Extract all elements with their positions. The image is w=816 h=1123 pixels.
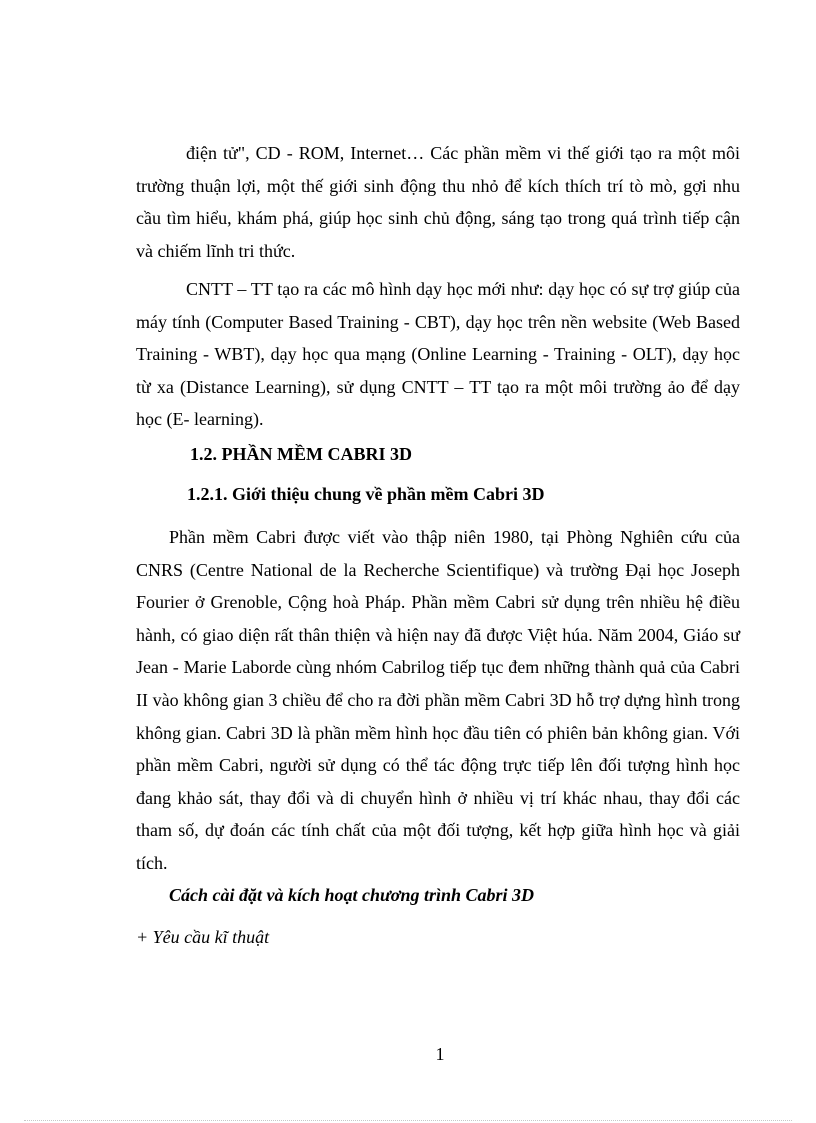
page-number: 1 [435,1044,445,1064]
installation-heading: Cách cài đặt và kích hoạt chương trình Cabri 3D [169,885,534,905]
requirements-item: + Yêu cầu kĩ thuật [136,927,270,947]
page-bottom-divider [24,1120,792,1121]
subsection-heading: 1.2.1. Giới thiệu chung về phần mềm Cabri 3D [187,484,545,504]
paragraph-software-environment: điện tử", CD - ROM, Internet… Các phần mềm vi thế giới tạo ra một môi trường thuận lợi, một thế giới sinh động thu nhỏ để kích thích trí tò mò, gợi nhu cầu tìm hiểu, khám phá, giúp học sinh chủ động, sáng tạo trong quá trình tiếp cận và chiếm lĩnh tri thức. [136,143,740,261]
paragraph-it-teaching-models: CNTT – TT tạo ra các mô hình dạy học mới như: dạy học có sự trợ giúp của máy tính (Computer Based Training - CBT), dạy học trên nền website (Web Based Training - WBT), dạy học qua mạng (Online Learning - Training - OLT), dạy học từ xa (Distance Learning), sử dụng CNTT – TT tạo ra một môi trường ảo để dạy học (E- learning). [136,279,740,430]
section-heading: 1.2. PHẦN MỀM CABRI 3D [190,444,412,464]
paragraph-cabri-introduction: Phần mềm Cabri được viết vào thập niên 1980, tại Phòng Nghiên cứu của CNRS (Centre National de la Recherche Scientifique) và trường Đại học Joseph Fourier ở Grenoble, Cộng hoà Pháp. Phần mềm Cabri sử dụng trên nhiều hệ điều hành, có giao diện rất thân thiện và hiện nay đã được Việt húa. Năm 2004, Giáo sư Jean - Marie Laborde cùng nhóm Cabrilog tiếp tục đem những thành quả của Cabri II vào không gian 3 chiều để cho ra đời phần mềm Cabri 3D hỗ trợ dựng hình trong không gian. Cabri 3D là phần mềm hình học đầu tiên có phiên bản không gian. Với phần mềm Cabri, người sử dụng có thể tác động trực tiếp lên đối tượng hình học đang khảo sát, thay đổi và di chuyển hình ở nhiều vị trí khác nhau, thay đổi các tham số, dự đoán các tính chất của một đối tượng, kết hợp giữa hình học và giải tích. [136,527,740,873]
